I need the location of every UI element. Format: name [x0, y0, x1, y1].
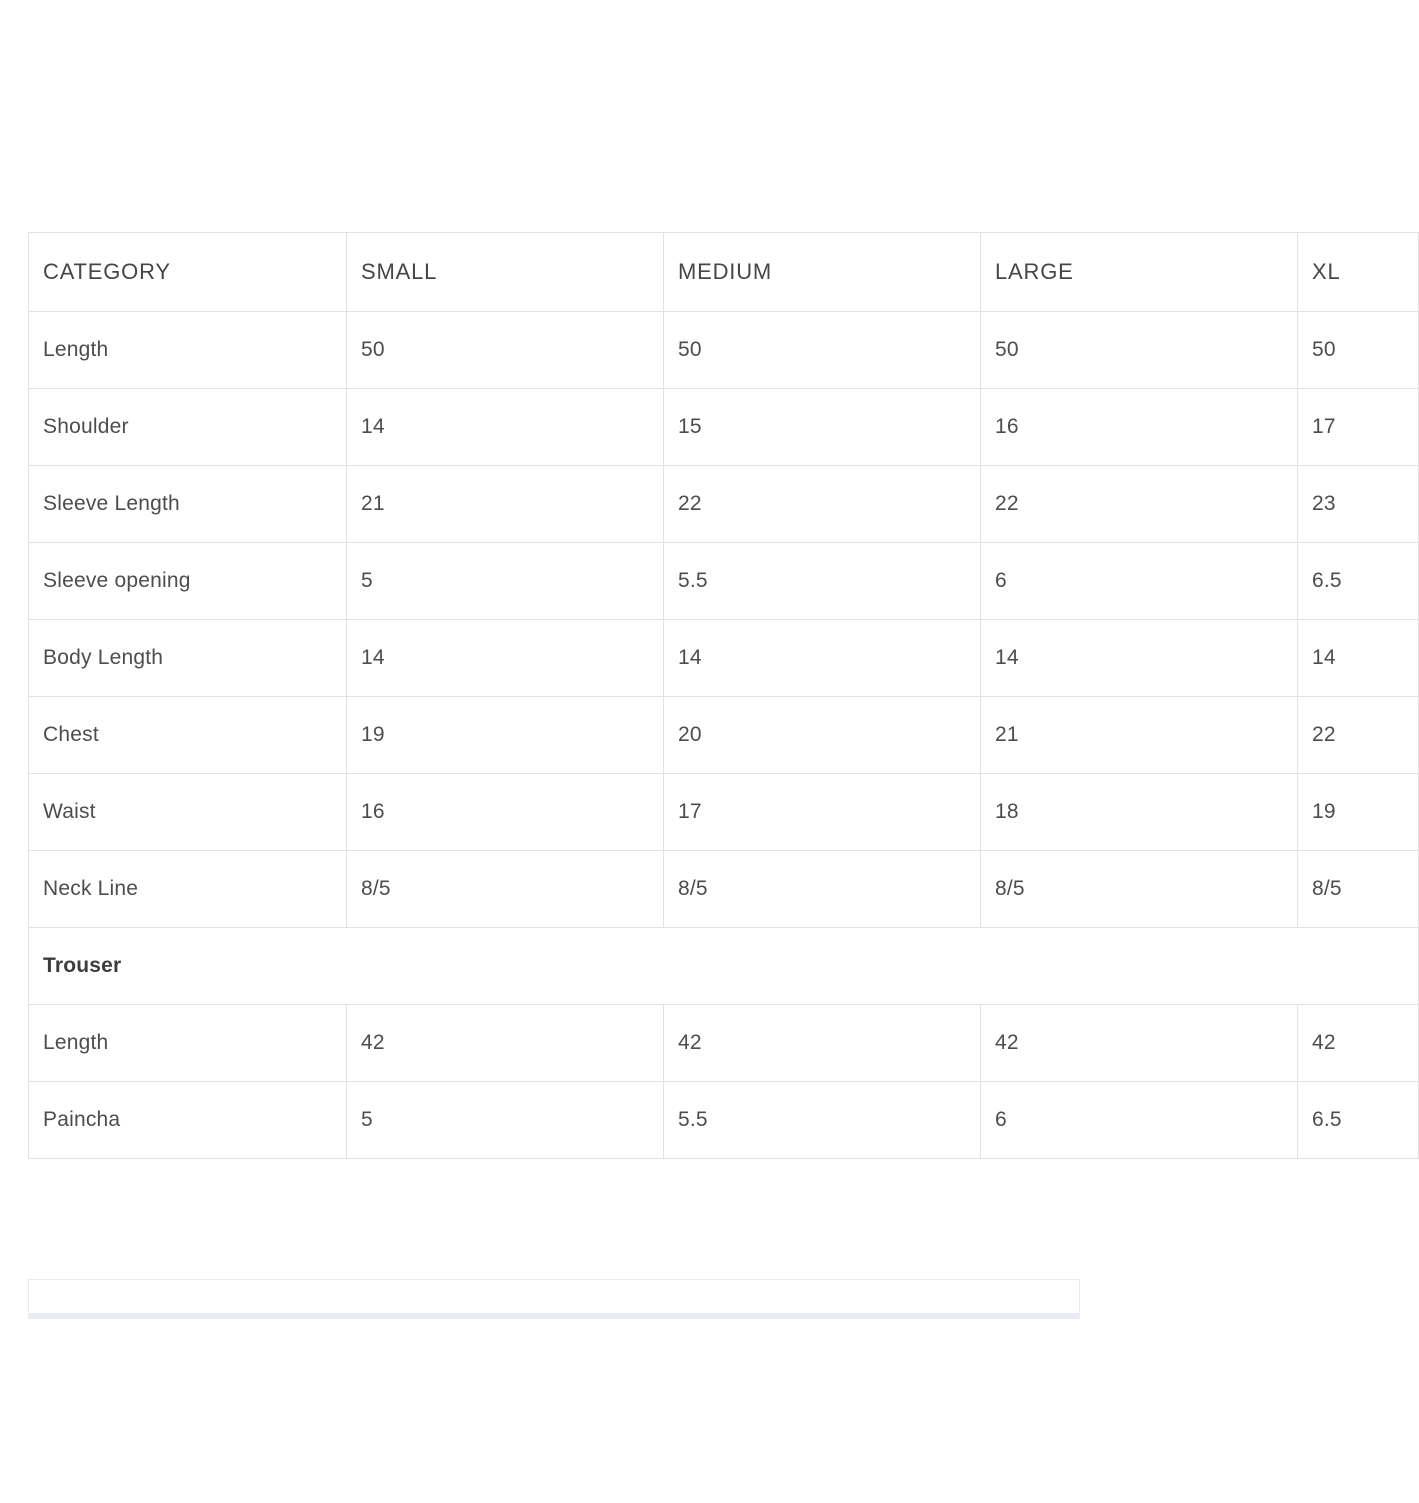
cell-large: 18 — [981, 774, 1298, 851]
cell-category: Length — [29, 312, 347, 389]
table-header — [29, 233, 1419, 312]
section-blank-small — [347, 928, 664, 1005]
cell-medium: 8/5 — [664, 851, 981, 928]
table-body — [29, 312, 1419, 1159]
table-row — [29, 543, 1419, 620]
cell-xl: 6.5 — [1298, 1082, 1419, 1159]
size-chart-container — [28, 232, 1342, 1159]
cell-small: 16 — [347, 774, 664, 851]
cell-small: 21 — [347, 466, 664, 543]
cell-medium: 5.5 — [664, 543, 981, 620]
section-blank-large — [981, 928, 1298, 1005]
column-header-medium: MEDIUM — [664, 233, 981, 312]
section-blank-xl — [1298, 928, 1419, 1005]
table-row — [29, 697, 1419, 774]
cell-category: Length — [29, 1005, 347, 1082]
cell-category: Chest — [29, 697, 347, 774]
cell-xl: 17 — [1298, 389, 1419, 466]
cell-small: 8/5 — [347, 851, 664, 928]
bottom-panel-edge — [28, 1279, 1080, 1313]
cell-medium: 42 — [664, 1005, 981, 1082]
cell-small: 50 — [347, 312, 664, 389]
cell-category: Shoulder — [29, 389, 347, 466]
cell-xl: 6.5 — [1298, 543, 1419, 620]
column-header-category: CATEGORY — [29, 233, 347, 312]
column-header-small: SMALL — [347, 233, 664, 312]
section-label-trouser: Trouser — [29, 928, 347, 1005]
cell-large: 8/5 — [981, 851, 1298, 928]
column-header-large: LARGE — [981, 233, 1298, 312]
table-row — [29, 774, 1419, 851]
cell-medium: 14 — [664, 620, 981, 697]
table-row — [29, 312, 1419, 389]
table-row — [29, 1005, 1419, 1082]
table-header-row — [29, 233, 1419, 312]
cell-large: 21 — [981, 697, 1298, 774]
cell-category: Sleeve Length — [29, 466, 347, 543]
cell-xl: 42 — [1298, 1005, 1419, 1082]
bottom-panel-divider — [28, 1313, 1080, 1319]
cell-medium: 20 — [664, 697, 981, 774]
cell-large: 50 — [981, 312, 1298, 389]
cell-medium: 50 — [664, 312, 981, 389]
cell-large: 42 — [981, 1005, 1298, 1082]
section-blank-medium — [664, 928, 981, 1005]
cell-small: 19 — [347, 697, 664, 774]
table-section-row — [29, 928, 1419, 1005]
cell-medium: 15 — [664, 389, 981, 466]
cell-medium: 17 — [664, 774, 981, 851]
cell-xl: 19 — [1298, 774, 1419, 851]
cell-large: 16 — [981, 389, 1298, 466]
cell-small: 42 — [347, 1005, 664, 1082]
cell-category: Sleeve opening — [29, 543, 347, 620]
size-chart-table — [28, 232, 1419, 1159]
cell-small: 5 — [347, 543, 664, 620]
cell-category: Paincha — [29, 1082, 347, 1159]
table-row — [29, 1082, 1419, 1159]
cell-large: 6 — [981, 543, 1298, 620]
cell-xl: 14 — [1298, 620, 1419, 697]
column-header-xl: XL — [1298, 233, 1419, 312]
cell-large: 14 — [981, 620, 1298, 697]
cell-small: 14 — [347, 389, 664, 466]
cell-category: Body Length — [29, 620, 347, 697]
cell-medium: 5.5 — [664, 1082, 981, 1159]
table-row — [29, 620, 1419, 697]
table-row — [29, 389, 1419, 466]
cell-large: 22 — [981, 466, 1298, 543]
table-row — [29, 851, 1419, 928]
cell-small: 14 — [347, 620, 664, 697]
cell-xl: 22 — [1298, 697, 1419, 774]
cell-xl: 50 — [1298, 312, 1419, 389]
cell-medium: 22 — [664, 466, 981, 543]
cell-xl: 23 — [1298, 466, 1419, 543]
cell-large: 6 — [981, 1082, 1298, 1159]
cell-category: Neck Line — [29, 851, 347, 928]
cell-xl: 8/5 — [1298, 851, 1419, 928]
cell-small: 5 — [347, 1082, 664, 1159]
table-row — [29, 466, 1419, 543]
cell-category: Waist — [29, 774, 347, 851]
